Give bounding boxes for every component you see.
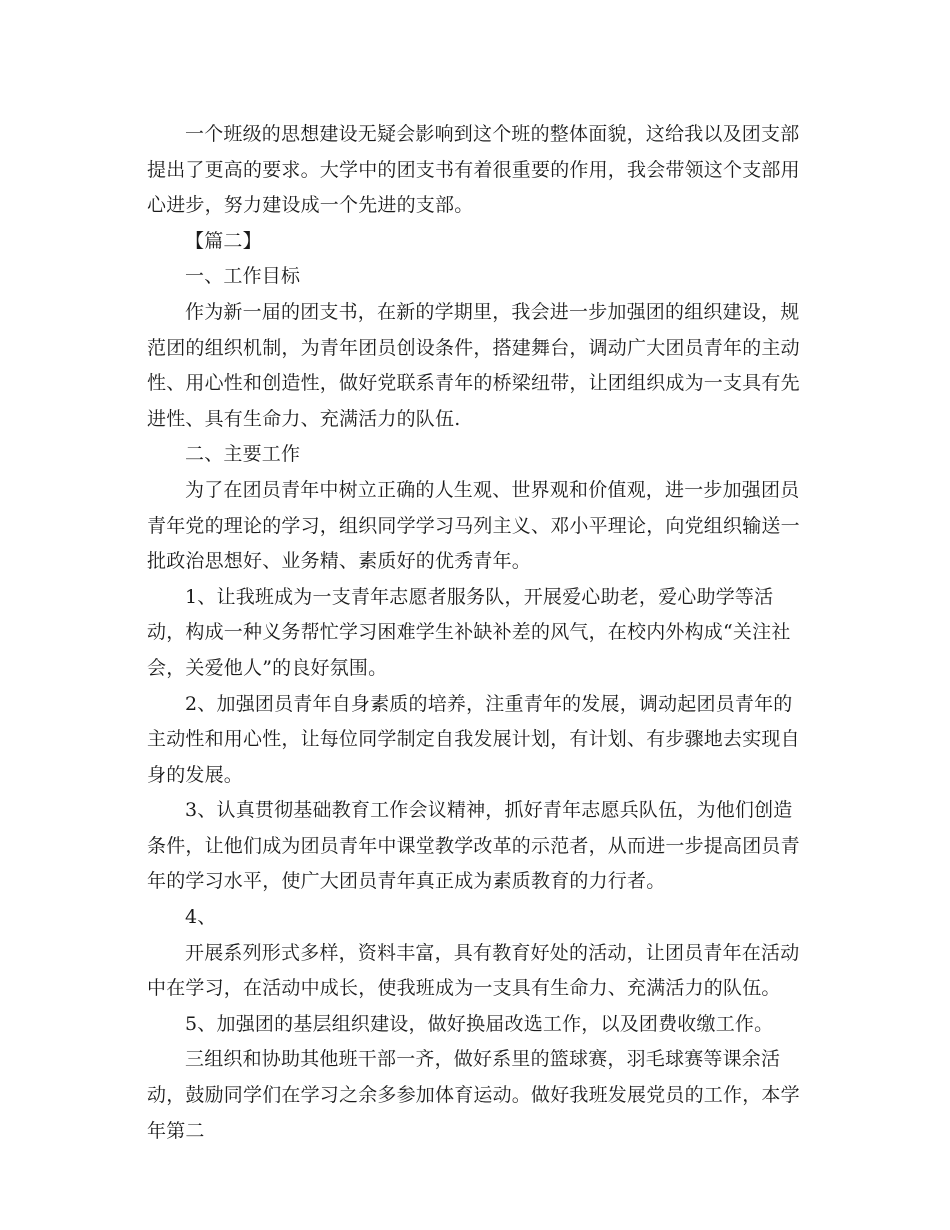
paragraph: 一个班级的思想建设无疑会影响到这个班的整体面貌，这给我以及团支部提出了更高的要求。大学中的团支书有着很重要的作用，我会带领这个支部用心进步，努力建设成一个先进的支部。 xyxy=(147,123,800,217)
paragraph: 三组织和协助其他班干部一齐，做好系里的篮球赛，羽毛球赛等课余活动，鼓励同学们在学习之余多参加体育运动。做好我班发展党员的工作，本学年第二 xyxy=(147,1048,800,1142)
list-item: 5、加强团的基层组织建设，做好换届改选工作，以及团费收缴工作。 xyxy=(185,1012,774,1035)
subsection-heading: 一、工作目标 xyxy=(185,265,301,288)
subsection-heading: 二、主要工作 xyxy=(185,443,301,466)
paragraph: 作为新一届的团支书，在新的学期里，我会进一步加强团的组织建设，规范团的组织机制，为青年团员创设条件，搭建舞台，调动广大团员青年的主动性、用心性和创造性，做好党联系青年的桥梁纽带，让团组织成为一支具有先进性、具有生命力、充满活力的队伍. xyxy=(147,300,800,430)
list-item: 4、 xyxy=(185,906,217,929)
list-item: 3、认真贯彻基础教育工作会议精神，抓好青年志愿兵队伍，为他们创造条件，让他们成为团员青年中课堂教学改革的示范者，从而进一步提高团员青年的学习水平，使广大团员青年真正成为素质教育的力行者。 xyxy=(147,799,800,893)
paragraph: 为了在团员青年中树立正确的人生观、世界观和价值观，进一步加强团员青年党的理论的学习，组织同学学习马列主义、邓小平理论，向党组织输送一批政治思想好、业务精、素质好的优秀青年。 xyxy=(147,478,800,573)
list-item: 1、让我班成为一支青年志愿者服务队，开展爱心助老，爱心助学等活动，构成一种义务帮忙学习困难学生补缺补差的风气，在校内外构成“关注社会，关爱他人”的良好氛围。 xyxy=(147,585,791,679)
section-heading: 【篇二】 xyxy=(185,229,262,252)
document-body xyxy=(147,117,807,1149)
list-item: 2、加强团员青年自身素质的培养，注重青年的发展，调动起团员青年的主动性和用心性，让每位同学制定自我发展计划，有计划、有步骤地去实现自身的发展。 xyxy=(147,692,800,786)
paragraph: 开展系列形式多样，资料丰富，具有教育好处的活动，让团员青年在活动中在学习，在活动中成长，使我班成为一支具有生命力、充满活力的队伍。 xyxy=(147,941,800,1000)
